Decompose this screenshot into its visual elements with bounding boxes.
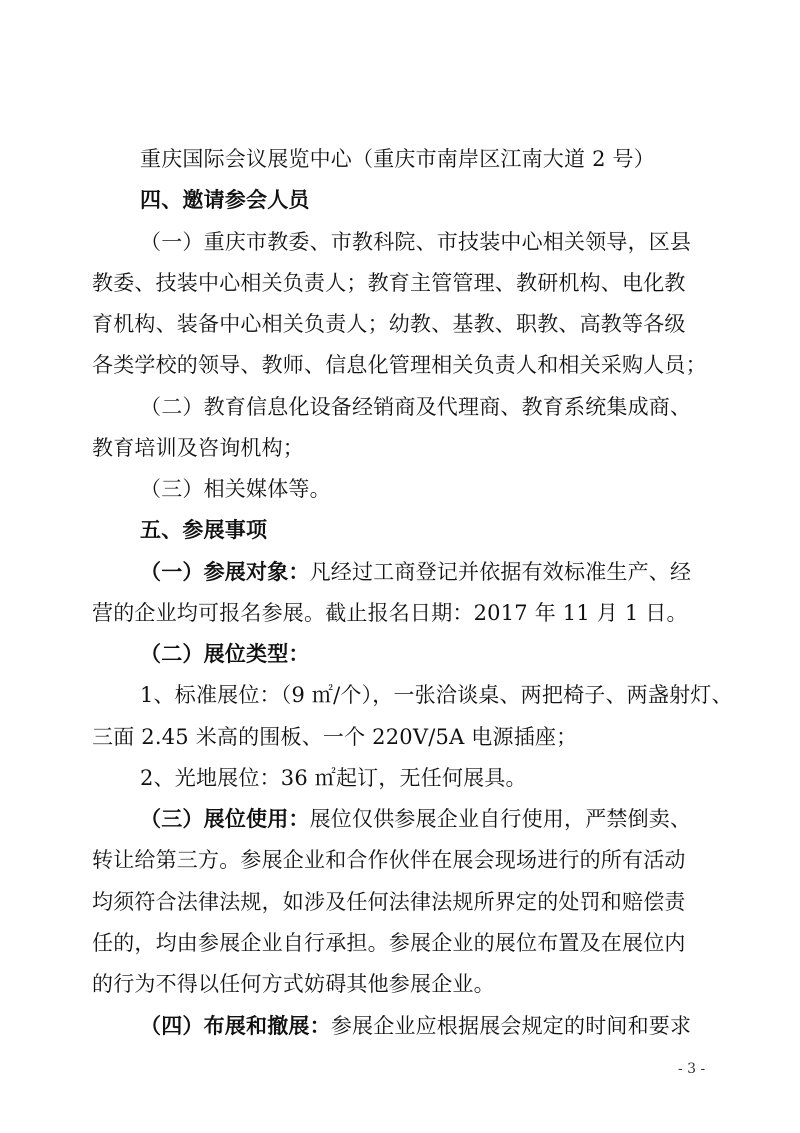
section-heading-exhibition-matters: 五、参展事项 (140, 518, 268, 542)
paragraph-line: 的行为不得以任何方式妨碍其他参展企业。 (92, 972, 495, 996)
paragraph-line: 营的企业均可报名参展。截止报名日期：2017 年 11 月 1 日。 (92, 601, 688, 625)
page-number: - 3 - (678, 1061, 706, 1077)
paragraph-line: （二）教育信息化设备经销商及代理商、教育系统集成商、 (140, 395, 692, 419)
paragraph-line (140, 557, 691, 587)
paragraph-line: 各类学校的领导、教师、信息化管理相关负责人和相关采购人员； (92, 353, 707, 377)
item-text: 参展企业应根据展会规定的时间和要求 (330, 1014, 692, 1038)
paragraph-line: 三面 2.45 米高的围板、一个 220V/5A 电源插座； (92, 725, 578, 749)
paragraph-line: 教委、技装中心相关负责人；教育主管管理、教研机构、电化教 (92, 271, 686, 295)
paragraph-line: 转让给第三方。参展企业和合作伙伴在展会现场进行的所有活动 (92, 848, 686, 872)
paragraph-line: （一）重庆市教委、市教科院、市技装中心相关领导，区县 (140, 230, 692, 254)
paragraph-line: 2、光地展位：36 ㎡起订，无任何展具。 (140, 766, 527, 790)
paragraph-line (140, 804, 691, 834)
item-text: 凡经过工商登记并依据有效标准生产、经 (309, 560, 692, 584)
venue-address-line: 重庆国际会议展览中心（重庆市南岸区江南大道 2 号） (140, 147, 655, 171)
paragraph-line: 均须符合法律法规，如涉及任何法律法规所界定的处罚和赔偿责 (92, 890, 686, 914)
paragraph-line: 任的，均由参展企业自行承担。参展企业的展位布置及在展位内 (92, 931, 686, 955)
paragraph-line: （三）相关媒体等。 (140, 477, 331, 501)
paragraph-line (140, 1011, 691, 1041)
paragraph-line: 1、标准展位：（9 ㎡/个），一张洽谈桌、两把椅子、两盏射灯、 (140, 683, 733, 707)
section-heading-invited-attendees: 四、邀请参会人员 (140, 188, 310, 212)
paragraph-line: 育机构、装备中心相关负责人；幼教、基教、职教、高教等各级 (92, 312, 686, 336)
item-label-booth-use: （三）展位使用： (140, 807, 310, 831)
item-label-exhibitors: （一）参展对象： (140, 560, 310, 584)
paragraph-line: 教育培训及咨询机构； (92, 436, 304, 460)
item-text: 展位仅供参展企业自行使用，严禁倒卖、 (309, 807, 692, 831)
item-label-setup-teardown: （四）布展和撤展： (140, 1014, 331, 1038)
item-label-booth-types: （二）展位类型： (140, 642, 310, 666)
